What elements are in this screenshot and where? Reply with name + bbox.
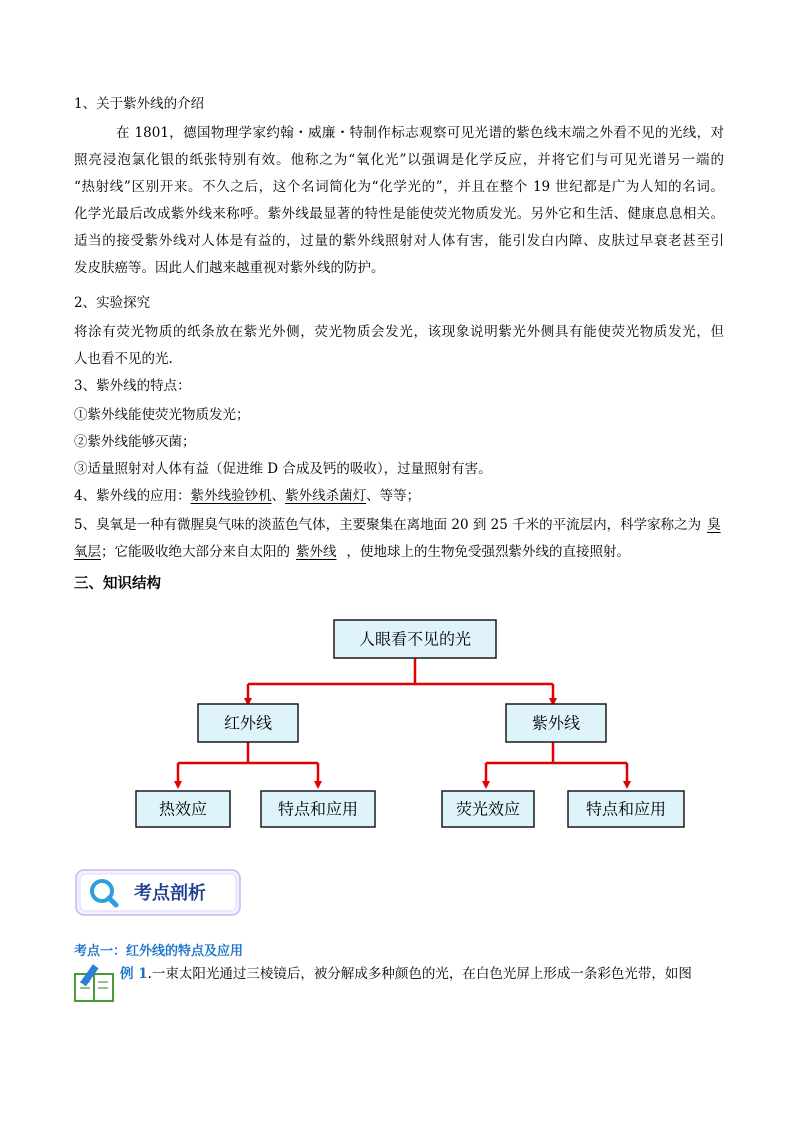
applications-sep: 、 [271, 488, 286, 504]
node-left-child-1-label: 热效应 [158, 799, 208, 819]
experiment-line: 人也看不见的光. [74, 351, 173, 367]
experiment-heading: 2、实验探究 [74, 295, 151, 311]
structure-heading: 三、知识结构 [74, 576, 161, 592]
ozone-line-1 [74, 515, 724, 535]
applications-line [74, 486, 724, 506]
knowledge-structure-diagram [0, 600, 794, 840]
example-1 [120, 964, 692, 984]
applications-blank-2: 紫外线杀菌灯 [285, 488, 367, 504]
ozone-blank-2: 氧层 [74, 544, 101, 560]
ozone-blank-1: 臭 [707, 517, 721, 533]
node-left-label: 红外线 [223, 713, 273, 733]
example-text: .一束太阳光通过三棱镜后，被分解成多种颜色的光，在白色光屏上形成一条彩色光带，如图 [147, 966, 692, 982]
intro-line: 照亮浸泡氯化银的纸张特别有效。他称之为“氧化光”以强调是化学反应，并将它们与可见光谱另一端的 [74, 152, 724, 168]
intro-heading: 1、关于紫外线的介绍 [74, 96, 205, 112]
node-left-child-2-label: 特点和应用 [277, 799, 359, 819]
applications-blank-1: 紫外线验钞机 [190, 488, 272, 504]
node-right-child-1-label: 荧光效应 [455, 799, 521, 819]
intro-line: 在 1801，德国物理学家约翰・威廉・特制作标志观察可见光谱的紫色线末端之外看不见的光线，对 [116, 125, 724, 141]
applications-suffix: 、等等； [366, 488, 421, 504]
ozone-line-2 [74, 542, 724, 562]
intro-line: “热射线”区别开来。不久之后，这个名词简化为“化学光的”，并且在整个 19 世纪都是广为人知的名词。 [74, 179, 724, 195]
feature-item: ②紫外线能够灭菌； [74, 434, 196, 450]
ozone-mid: ；它能吸收绝大部分来自太阳的 [101, 544, 290, 560]
kaodian-title: 考点一：红外线的特点及应用 [74, 944, 244, 959]
intro-line: 化学光最后改成紫外线来称呼。紫外线最显著的特性是能使荧光物质发光。另外它和生活、健康息息相关。 [74, 206, 724, 222]
banner-label: 考点剖析 [134, 883, 206, 904]
feature-item: ③适量照射对人体有益（促进维 D 合成及钙的吸收），过量照射有害。 [74, 461, 492, 477]
ozone-suffix: ，使地球上的生物免受强烈紫外线的直接照射。 [346, 544, 630, 560]
node-right-label: 紫外线 [531, 713, 581, 733]
notebook-pencil-icon [72, 962, 118, 1004]
intro-line: 发皮肤癌等。因此人们越来越重视对紫外线的防护。 [74, 260, 385, 276]
example-label: 例 1 [120, 966, 148, 982]
ozone-blank-3: 紫外线 [296, 544, 337, 560]
intro-line: 适当的接受紫外线对人体是有益的，过量的紫外线照射对人体有害，能引发白内障、皮肤过早衰老甚至引 [74, 233, 724, 249]
features-heading: 3、紫外线的特点： [74, 378, 191, 394]
applications-prefix: 4、紫外线的应用： [74, 488, 191, 504]
ozone-prefix: 5、臭氧是一种有微腥臭气味的淡蓝色气体，主要聚集在离地面 20 到 25 千米的平流层内，科学家称之为 [74, 517, 702, 533]
feature-item: ①紫外线能使荧光物质发光； [74, 407, 250, 423]
node-right-child-2-label: 特点和应用 [585, 799, 667, 819]
node-root-label: 人眼看不见的光 [358, 629, 472, 649]
kaodian-banner [74, 868, 244, 918]
experiment-line: 将涂有荧光物质的纸条放在紫光外侧，荧光物质会发光，该现象说明紫光外侧具有能使荧光物质发光，但 [74, 324, 724, 340]
